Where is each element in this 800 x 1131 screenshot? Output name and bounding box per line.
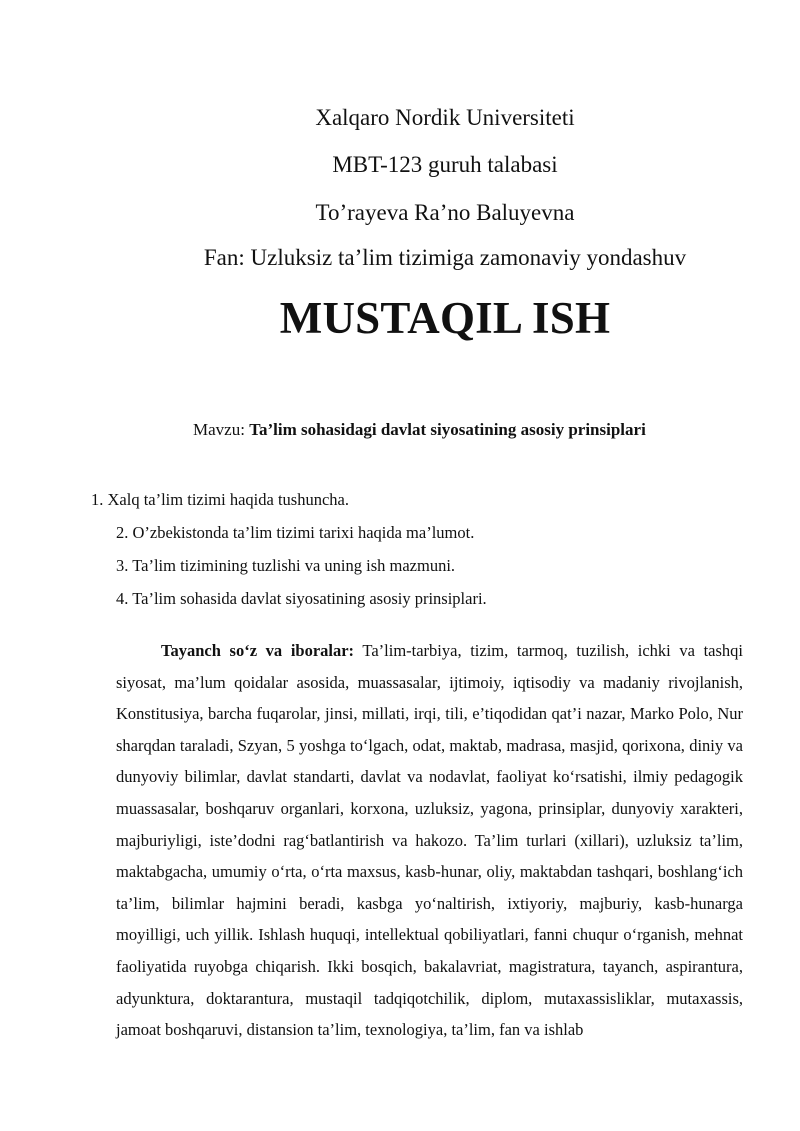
plan-item-2: 2. O’zbekistonda ta’lim tizimi tarixi haqida ma’lumot. bbox=[116, 523, 475, 542]
topic-text: Ta’lim sohasidagi davlat siyosatining asosiy prinsiplari bbox=[249, 420, 646, 439]
document-title: MUSTAQIL ISH bbox=[279, 293, 611, 343]
student-name: To’rayeva Ra’no Baluyevna bbox=[315, 200, 575, 225]
plan-item-4: 4. Ta’lim sohasida davlat siyosatining asosiy prinsiplari. bbox=[116, 589, 487, 608]
keywords-label: Tayanch so‘z va iboralar: bbox=[161, 641, 355, 660]
plan-item-3: 3. Ta’lim tizimining tuzlishi va uning ish mazmuni. bbox=[116, 556, 456, 575]
topic-line bbox=[193, 419, 646, 441]
university-name: Xalqaro Nordik Universiteti bbox=[315, 105, 575, 130]
topic-label: Mavzu: bbox=[193, 420, 250, 439]
plan-item-1: 1. Xalq ta’lim tizimi haqida tushuncha. bbox=[91, 490, 349, 509]
keywords-paragraph bbox=[116, 635, 743, 1046]
subject-line: Fan: Uzluksiz ta’lim tizimiga zamonaviy yondashuv bbox=[203, 245, 687, 270]
keywords-text: Ta’lim-tarbiya, tizim, tarmoq, tuzilish, ichki va tashqi siyosat, ma’lum qoidalar asosida, muassasalar, ijtimoiy, iqtisodiy va madaniy rivojlanish, Konstitusiya, barcha fuqarolar, jinsi, millati, irqi, tili, e’tiqodidan qat’i nazar, Marko Polo, Nur sharqdan taraladi, Szyan, 5 yoshga to‘lgach, odat, maktab, madrasa, masjid, qorixona, diniy va dunyoviy bilimlar, davlat standarti, davlat va nodavlat, faoliyat ko‘rsatishi, ilmiy pedagogik muassasalar, boshqaruv organlari, korxona, uzluksiz, yagona, prinsiplar, dunyoviy xarakteri, majburiyligi, iste’dodni rag‘batlantirish va hakozo. Ta’lim turlari (xillari), uzluksiz ta’lim, maktabgacha, umumiy o‘rta, o‘rta maxsus, kasb-hunar, oliy, maktabdan tashqari, boshlang‘ich ta’lim, bilimlar hajmini beradi, kasbga yo‘naltirish, ixtiyoriy, majburiy, kasb-hunarga moyilligi, uch yillik. Ishlash huquqi, intellektual qobiliyatlari, fanni chuqur o‘rganish, mehnat faoliyatida ruyobga chiqarish. Ikki bosqich, bakalavriat, magistratura, tayanch, aspirantura, adyunktura, doktarantura, mustaqil tadqiqotchilik, diplom, mutaxassisliklar, mutaxassis, jamoat boshqaruvi, distansion ta’lim, texnologiya, ta’lim, fan va ishlab bbox=[116, 641, 743, 1040]
student-group: MBT-123 guruh talabasi bbox=[332, 152, 558, 177]
